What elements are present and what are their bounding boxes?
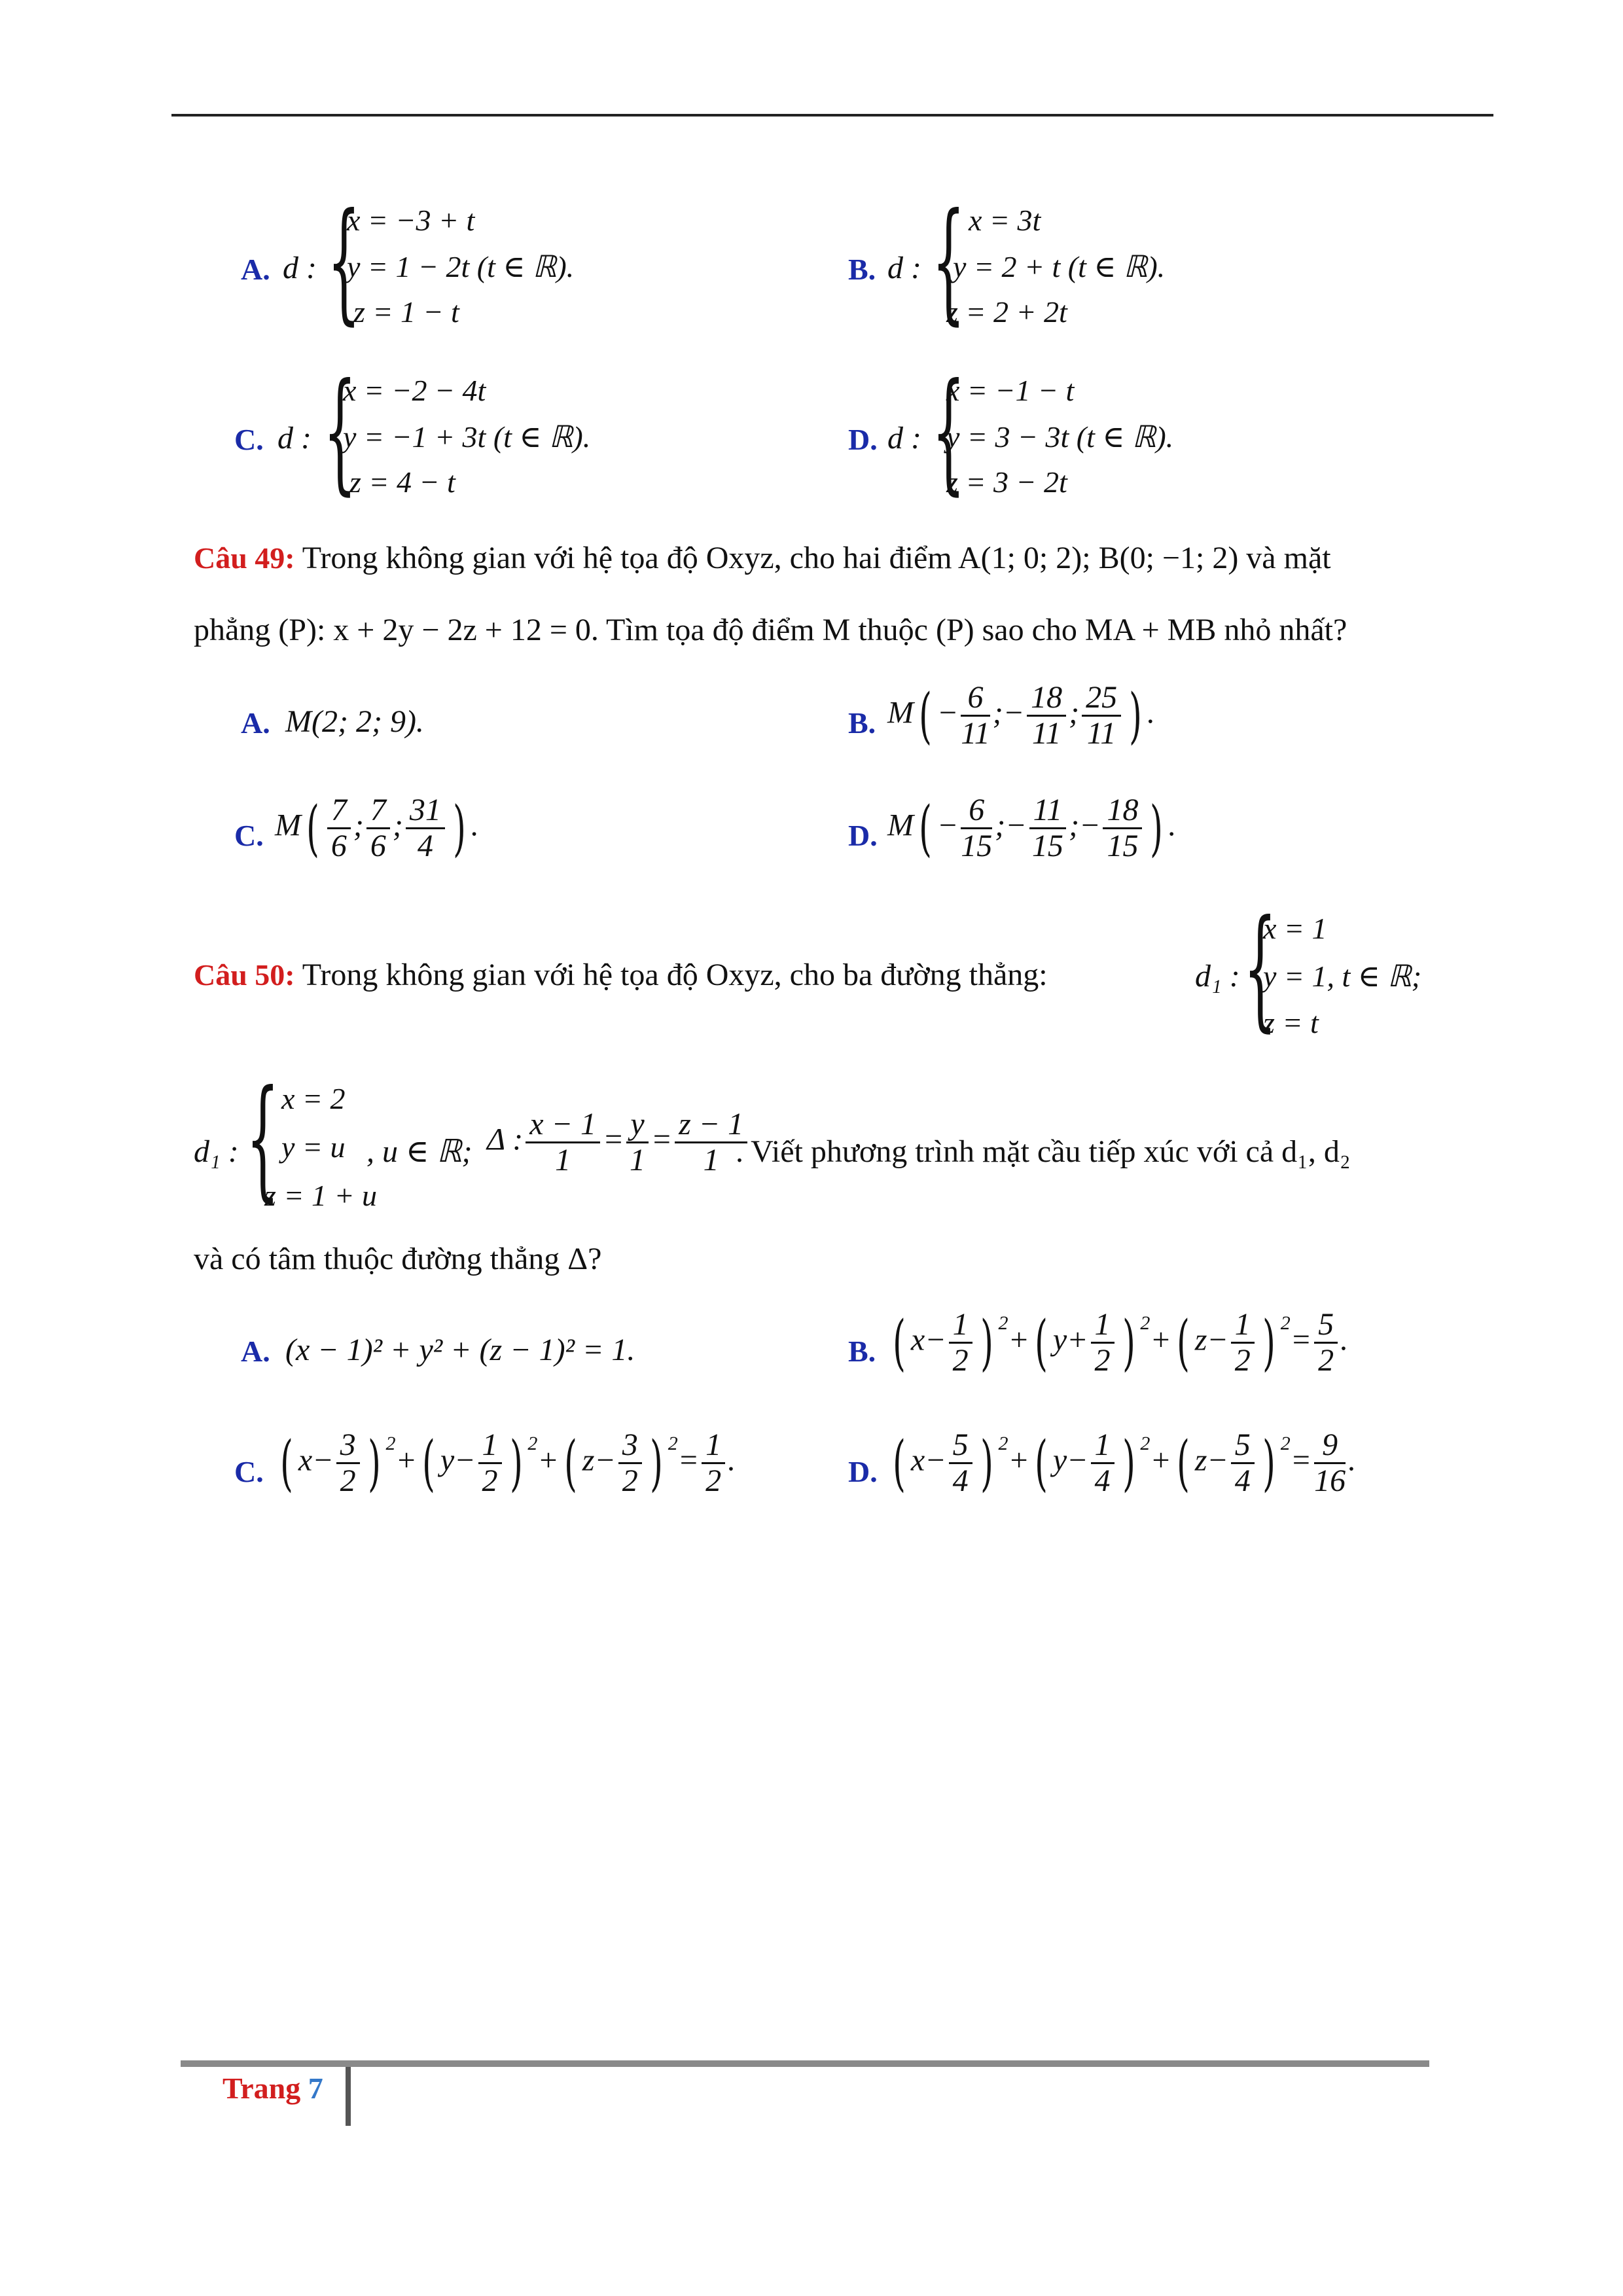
q49-c-d1: 6	[330, 829, 347, 863]
q50-b-f1: 1	[949, 1308, 972, 1344]
q50-d2-x: x = 2	[281, 1082, 346, 1115]
q50-option-c-expr: ( x− $\frac{3}{2}$ ) $^2$+( y− $\frac{1}{2}$ ) $^2$+( z− $\frac{3}{2}$ ) $^2$= $\frac{1}{2}$ .	[280, 1427, 736, 1498]
q50-option-a-label: A.	[241, 1335, 270, 1368]
q50-d-f3d: 4	[1234, 1463, 1251, 1498]
q50-b-f2: 1	[1091, 1308, 1115, 1344]
q49-b-d2: 11	[1031, 716, 1061, 751]
header-rule	[171, 114, 1493, 117]
q49-d-n2: 11	[1029, 793, 1066, 829]
q50-d-f1: 5	[949, 1428, 972, 1464]
q50-d1-lhs: d₁ :	[1195, 959, 1240, 994]
q49-c-m: M	[275, 808, 301, 843]
q48-option-c-system: { x = −2 − 4t y = −1 + 3t (t ∈ ℝ). z = 4 − t	[323, 355, 591, 508]
q50-line1-text: Trong không gian với hệ tọa độ Oxyz, cho ba đường thẳng:	[302, 958, 1048, 992]
q50-c-f3d: 2	[622, 1463, 638, 1498]
q49-c-n3: 31	[406, 793, 445, 829]
q50-d1-system: { x = 1 y = 1, t ∈ ℝ; z = t	[1243, 892, 1422, 1045]
q49-d-d3: 15	[1107, 829, 1139, 863]
q50-line1	[194, 956, 1048, 995]
q50-d-rd: 16	[1314, 1463, 1346, 1498]
q50-b-rd: 2	[1318, 1343, 1334, 1378]
q50-delta-d2: 1	[630, 1143, 646, 1177]
q48-b-z: z = 2 + 2t	[946, 295, 1067, 329]
q49-d-d2: 15	[1031, 829, 1063, 863]
q50-d-f1d: 4	[952, 1463, 969, 1498]
q50-c-f2: 1	[478, 1428, 502, 1464]
q50-d2-cond: , u ∈ ℝ;	[366, 1134, 473, 1169]
q48-d-y: y = 3 − 3t (t ∈ ℝ).	[946, 420, 1174, 454]
q50-option-a-text: (x − 1)² + y² + (z − 1)² = 1.	[285, 1333, 635, 1367]
q49-b-n2: 18	[1027, 681, 1066, 717]
page-number: 7	[308, 2072, 323, 2105]
q49-c-d3: 4	[417, 829, 433, 863]
q49-d-n1: 6	[961, 793, 992, 829]
q50-d-f2d: 4	[1094, 1463, 1111, 1498]
q50-b-f1d: 2	[952, 1343, 969, 1378]
q49-d-d1: 15	[961, 829, 993, 863]
q48-option-a-label: A.	[241, 253, 270, 286]
q48-option-d-label: D.	[848, 423, 878, 456]
q49-b-n1: 6	[961, 681, 990, 717]
q48-a-y: y = 1 − 2t (t ∈ ℝ).	[347, 250, 575, 283]
q50-d1-y: y = 1, t ∈ ℝ;	[1263, 960, 1422, 993]
footer-divider	[346, 2067, 351, 2126]
q49-b-m: M	[887, 695, 914, 730]
q49-option-a-text: M(2; 2; 9).	[285, 704, 424, 739]
q48-option-d-lhs: d :	[887, 421, 921, 456]
q50-b-f3d: 2	[1234, 1343, 1251, 1378]
q50-option-c-label: C.	[234, 1455, 264, 1488]
q50-d2-lhs: d₁ :	[194, 1134, 239, 1169]
q49-option-c-label: C.	[234, 819, 264, 852]
q48-b-y: y = 2 + t (t ∈ ℝ).	[953, 250, 1166, 283]
q50-line3: và có tâm thuộc đường thẳng Δ?	[194, 1242, 602, 1276]
q48-option-c-label: C.	[234, 423, 264, 456]
q49-option-d-expr: M( − $\frac{6}{15}$ ;− $\frac{11}{15}$ ;− $\frac{18}{15}$ ) .	[887, 793, 1177, 863]
q49-d-m: M	[887, 808, 914, 843]
q49-line2: phẳng (P): x + 2y − 2z + 12 = 0. Tìm tọa độ điểm M thuộc (P) sao cho MA + MB nhỏ nhất?	[194, 613, 1347, 647]
q48-a-z: z = 1 − t	[353, 295, 459, 329]
q50-delta-d3: 1	[703, 1143, 719, 1177]
q49-option-d-label: D.	[848, 819, 878, 852]
q50-option-d-label: D.	[848, 1455, 878, 1488]
q48-option-a-system: { x = −3 + t y = 1 − 2t (t ∈ ℝ). z = 1 − t	[327, 185, 575, 338]
q48-option-b-lhs: d :	[887, 251, 921, 285]
q50-d1-z: z = t	[1263, 1006, 1319, 1039]
q48-b-x: x = 3t	[969, 204, 1041, 237]
q50-d-r: 9	[1314, 1428, 1346, 1464]
q50-line2-tail: . Viết phương trình mặt cầu tiếp xúc với cả d₁, d₂	[736, 1134, 1351, 1169]
q50-b-f2d: 2	[1094, 1343, 1111, 1378]
q48-d-z: z = 3 − 2t	[946, 465, 1067, 499]
q50-b-r: 5	[1314, 1308, 1338, 1344]
q49-line1	[194, 539, 1424, 578]
q50-delta-n1: x − 1	[526, 1107, 600, 1143]
q50-option-d-expr: ( x− $\frac{5}{4}$ ) $^2$+( y− $\frac{1}{4}$ ) $^2$+( z− $\frac{5}{4}$ ) $^2$= $\frac{9}{16}$ .	[893, 1427, 1357, 1498]
q48-option-c-lhs: d :	[277, 421, 312, 456]
q50-c-rd: 2	[705, 1463, 722, 1498]
q49-d-n3: 18	[1103, 793, 1142, 829]
q49-option-c-expr: M( $\frac{7}{6}$ ; $\frac{7}{6}$ ; $\frac{31}{4}$ ) .	[275, 793, 479, 863]
footer-rule	[181, 2060, 1429, 2067]
q49-option-b-label: B.	[848, 706, 876, 740]
q48-option-a-lhs: d :	[283, 251, 317, 285]
q49-b-n3: 25	[1082, 681, 1121, 717]
q50-option-b-label: B.	[848, 1335, 876, 1368]
q48-c-x: x = −2 − 4t	[343, 374, 486, 407]
q50-delta-n2: y	[626, 1107, 648, 1143]
q50-d1-x: x = 1	[1263, 912, 1327, 945]
q50-label: Câu 50:	[194, 958, 295, 992]
footer-label: Trang	[223, 2072, 301, 2105]
q50-d-f2: 1	[1091, 1428, 1115, 1464]
q50-c-f2d: 2	[482, 1463, 498, 1498]
q50-delta-d1: 1	[555, 1143, 571, 1177]
q49-option-b-expr: M( − $\frac{6}{11}$ ;− $\frac{18}{11}$ ; $\frac{25}{11}$ ) .	[887, 680, 1155, 751]
q48-option-b-label: B.	[848, 253, 876, 286]
q50-d2-system: { x = 2 y = u z = 1 + u	[246, 1062, 377, 1215]
q49-b-d1: 11	[961, 716, 990, 751]
q49-c-n1: 7	[327, 793, 351, 829]
q50-d-f3: 5	[1231, 1428, 1255, 1464]
q49-line1-text: Trong không gian với hệ tọa độ Oxyz, cho hai điểm A(1; 0; 2); B(0; −1; 2) và mặt	[302, 541, 1331, 575]
q49-c-d2: 6	[370, 829, 386, 863]
q48-c-y: y = −1 + 3t (t ∈ ℝ).	[343, 420, 591, 454]
q48-option-b-system: { x = 3t y = 2 + t (t ∈ ℝ). z = 2 + 2t	[932, 185, 1166, 338]
q50-c-f3: 3	[618, 1428, 642, 1464]
q48-c-z: z = 4 − t	[349, 465, 455, 499]
q49-option-a-label: A.	[241, 706, 270, 740]
q48-a-x: x = −3 + t	[347, 204, 475, 237]
q49-b-d3: 11	[1086, 716, 1116, 751]
q50-d2-z: z = 1 + u	[264, 1179, 377, 1212]
q50-option-b-expr: ( x− $\frac{1}{2}$ ) $^2$+( y+ $\frac{1}{2}$ ) $^2$+( z− $\frac{1}{2}$ ) $^2$= $\frac{5}{2}$ .	[893, 1307, 1349, 1378]
q49-label: Câu 49:	[194, 541, 295, 575]
q50-c-f1: 3	[336, 1428, 360, 1464]
q50-c-f1d: 2	[340, 1463, 356, 1498]
q49-c-n2: 7	[366, 793, 390, 829]
q50-delta-lhs: Δ :	[487, 1122, 524, 1157]
q50-d2-y: y = u	[281, 1130, 346, 1164]
q50-c-r: 1	[702, 1428, 725, 1464]
q50-b-f3: 1	[1231, 1308, 1255, 1344]
q48-option-d-system: { x = −1 − t y = 3 − 3t (t ∈ ℝ). z = 3 − 2t	[932, 355, 1174, 508]
q50-delta-n3: z − 1	[675, 1107, 747, 1143]
q48-d-x: x = −1 − t	[946, 374, 1075, 407]
page-footer	[223, 2071, 323, 2106]
q50-delta-eq: Δ : $\frac{x - 1}{1}$ = $\frac{y}{1}$ = $\frac{z - 1}{1}$	[487, 1107, 750, 1177]
